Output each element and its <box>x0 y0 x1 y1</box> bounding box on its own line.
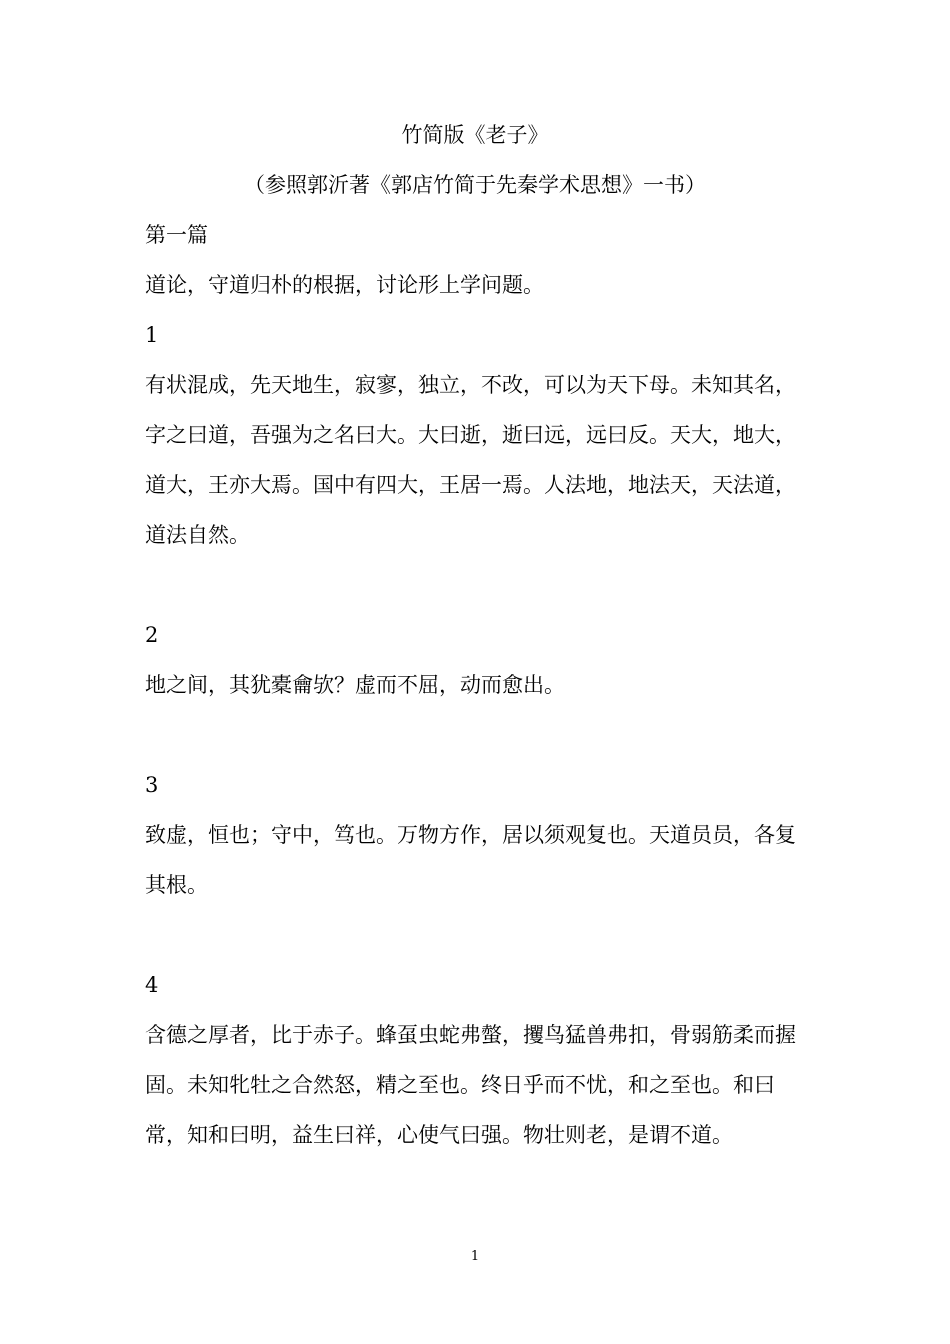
section-number-1: 1 <box>145 323 159 347</box>
page-number: 1 <box>470 1249 480 1264</box>
section-text-1: 有状混成，先天地生，寂寥，独立，不改，可以为天下母。未知其名，字之曰道，吾强为之名曰大。大曰逝，逝曰远，远曰反。天大，地大，道大，王亦大焉。国中有四大，王居一焉。人法地，地法天，天法道，道法自然。 <box>145 373 796 547</box>
section-number-4: 4 <box>145 973 159 997</box>
chapter-heading: 第一篇 <box>145 223 208 247</box>
section-number-2: 2 <box>145 623 159 647</box>
document-title: 竹简版《老子》 <box>401 123 549 147</box>
chapter-summary: 道论，守道归朴的根据，讨论形上学问题。 <box>145 273 544 297</box>
section-text-3: 致虚，恒也；守中，笃也。万物方作，居以须观复也。天道员员，各复其根。 <box>145 823 796 897</box>
document-subtitle: （参照郭沂著《郭店竹简于先秦学术思想》一书） <box>244 173 706 197</box>
section-text-4: 含德之厚者，比于赤子。蜂虿虫蛇弗螫，攫鸟猛兽弗扣，骨弱筋柔而握固。未知牝牡之合然怒，精之至也。终日乎而不忧，和之至也。和曰常，知和曰明，益生曰祥，心使气曰强。物壮则老，是谓不道。 <box>145 1023 796 1147</box>
section-text-2: 地之间，其犹橐龠欤？虚而不屈，动而愈出。 <box>145 673 565 697</box>
section-number-3: 3 <box>145 773 159 797</box>
